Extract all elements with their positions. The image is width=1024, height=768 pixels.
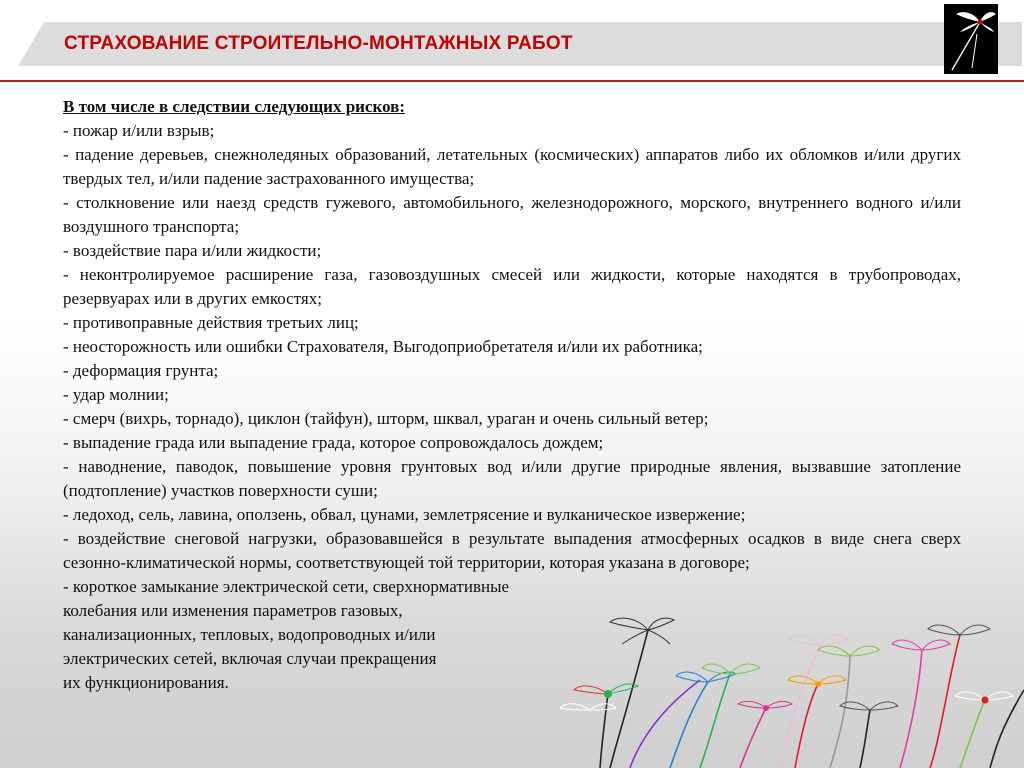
list-item: - воздействие пара и/или жидкости; xyxy=(63,241,322,260)
dragonfly-flower-logo-icon xyxy=(944,4,998,74)
list-item: - столкновение или наезд средств гужевого, автомобильного, железнодорожного, морского, внутреннего водного и/или воздушного транспорта; xyxy=(63,193,961,236)
list-item: - выпадение града или выпадение града, которое сопровождалось дождем; xyxy=(63,433,604,452)
list-item-last-line-1: - короткое замыкание электрической сети, сверхнормативные xyxy=(63,577,510,596)
logo xyxy=(944,4,998,74)
list-item: - наводнение, паводок, повышение уровня грунтовых вод и/или другие природные явления, вызвавшие затопление (подтопление) участков поверхности суши; xyxy=(63,457,961,500)
list-item-last-line-2: колебания или изменения параметров газовых, xyxy=(63,601,403,620)
dragonfly-flowers-decoration xyxy=(530,590,1024,768)
page-title: СТРАХОВАНИЕ СТРОИТЕЛЬНО-МОНТАЖНЫХ РАБОТ xyxy=(64,33,573,54)
list-item-last-line-5: их функционирования. xyxy=(63,673,229,692)
list-item: - смерч (вихрь, торнадо), циклон (тайфун), шторм, шквал, ураган и очень сильный ветер; xyxy=(63,409,709,428)
list-item: - деформация грунта; xyxy=(63,361,219,380)
list-item: - удар молнии; xyxy=(63,385,169,404)
list-item: - противоправные действия третьих лиц; xyxy=(63,313,359,332)
list-item: - воздействие снеговой нагрузки, образовавшейся в результате выпадения атмосферных осадков в виде снега сверх сезонно-климатической нормы, соответствующей той территории, которая указана в договоре; xyxy=(63,529,961,572)
header-divider xyxy=(0,80,1024,82)
list-item-last-line-4: электрических сетей, включая случаи прекращения xyxy=(63,649,437,668)
list-item: - пожар и/или взрыв; xyxy=(63,121,215,140)
list-item-last-line-3: канализационных, тепловых, водопроводных и/или xyxy=(63,625,436,644)
list-item: - ледоход, сель, лавина, оползень, обвал, цунами, землетрясение и вулканическое извержение; xyxy=(63,505,746,524)
list-heading: В том числе в следствии следующих рисков: xyxy=(63,97,406,116)
list-item: - неконтролируемое расширение газа, газовоздушных смесей или жидкости, которые находятся в трубопроводах, резервуарах или в других емкостях; xyxy=(63,265,961,308)
list-item: - неосторожность или ошибки Страхователя, Выгодоприобретателя и/или их работника; xyxy=(63,337,703,356)
list-item: - падение деревьев, снежноледяных образований, летательных (космических) аппаратов либо их обломков и/или других твердых тел, и/или падение застрахованного имущества; xyxy=(63,145,961,188)
